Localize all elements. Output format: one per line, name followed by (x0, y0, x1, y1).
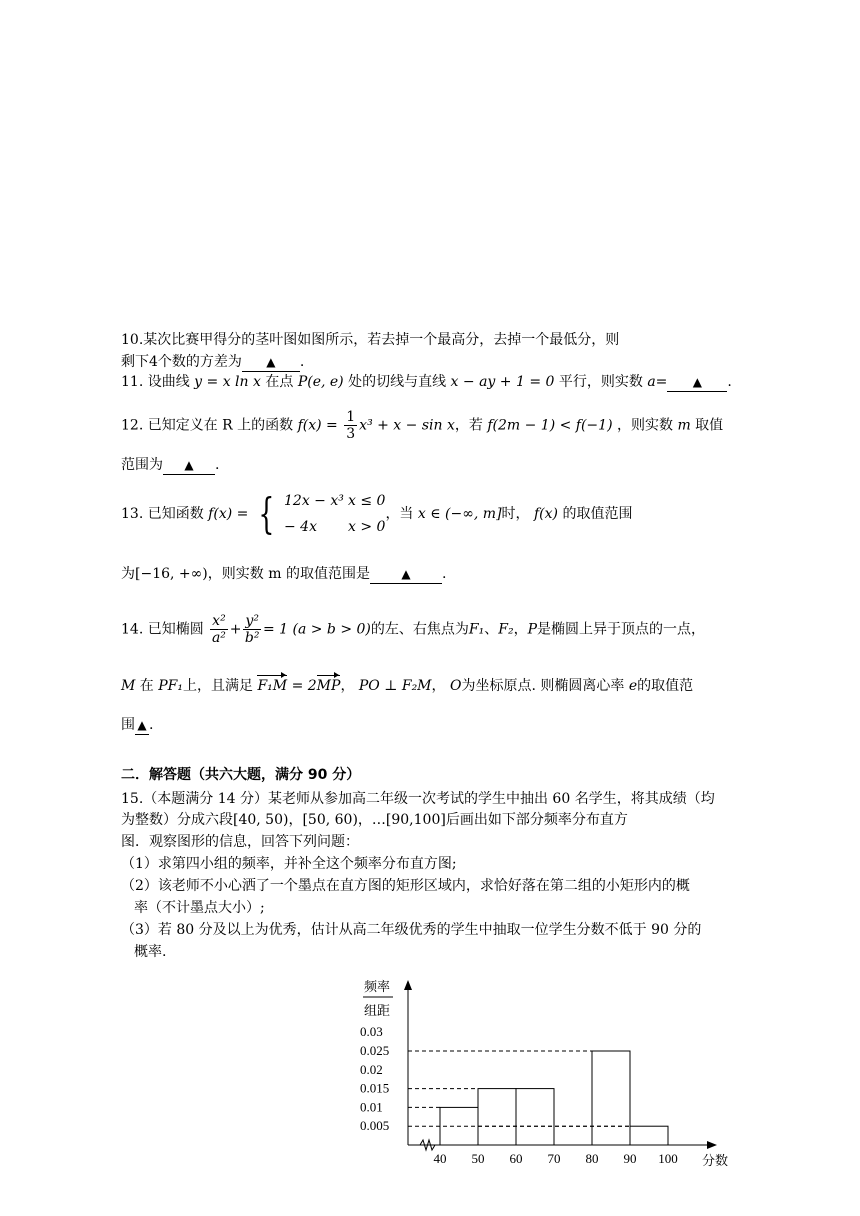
x-axis-label: 分数 (701, 1153, 729, 1168)
histogram-bar (516, 1089, 554, 1145)
q14-l2e: 为坐标原点. 则椭圆离心率 (461, 678, 625, 694)
q15-line2 (121, 811, 628, 829)
q12-fraction (344, 409, 357, 442)
q14-yfrac (243, 613, 261, 646)
q14-P: P (527, 621, 537, 638)
q11-answer-blank[interactable] (667, 373, 727, 392)
q13-cases (284, 488, 385, 540)
y-tick-label: 0.005 (360, 1118, 390, 1134)
q14-f2: F₂ (498, 621, 514, 638)
q11-mid1: 在点 (265, 374, 294, 390)
section-title: 二．解答题（共六大题，满分 90 分） (121, 767, 361, 783)
q11-eq1: y = x ln x (194, 374, 261, 390)
q14-l2f: 的取值范 (637, 678, 694, 694)
q15-l2g: 后画出如下部分频率分布直方 (445, 812, 628, 828)
q14-vec-f1m: F₁M (257, 678, 288, 694)
q13-answer-blank[interactable] (370, 565, 442, 584)
q14-var: e (628, 678, 638, 694)
q11-mid3: 平行，则实数 (558, 374, 643, 390)
q13-case1-cond: x ≤ 0 (348, 493, 386, 509)
q13-line1 (121, 488, 632, 540)
q12-tail: 取值 (695, 417, 724, 434)
q14-l3: 围 (121, 717, 135, 733)
x-tick-label: 100 (658, 1151, 678, 1166)
q15-l2a: 为整数）分成六段 (121, 812, 233, 828)
histogram-bar (630, 1126, 668, 1145)
q15-l2d: [50, 60) (302, 812, 358, 828)
q12-post: ，则实数 (616, 417, 673, 434)
x-tick-label: 90 (623, 1151, 637, 1166)
q13-range: [−16, +∞) (135, 566, 208, 582)
q13-end: . (441, 566, 447, 582)
y-tick-label: 0.02 (360, 1061, 383, 1077)
q14-M: M (121, 678, 136, 694)
triangle-icon: ▲ (184, 458, 194, 472)
q13-case1-expr: 12x − x³ (284, 493, 344, 509)
frequency-histogram (355, 975, 745, 1175)
q12-num: 1 (346, 409, 356, 425)
x-tick-label: 50 (471, 1151, 485, 1166)
q14-xnum: x² (212, 613, 226, 629)
y-label-numerator: 频率 (363, 979, 391, 994)
q14-f1: F₁ (468, 621, 485, 638)
q12-m: m (677, 417, 691, 434)
q14-l2c: ， (340, 678, 355, 694)
q14-line3 (121, 716, 153, 735)
q15-part3b: 概率. (134, 944, 167, 960)
q12-mid: ，若 (454, 417, 483, 434)
q12-line2-text: 范围为 (121, 457, 163, 473)
q15-l2b: [40, 50) (233, 812, 289, 828)
q14-end: . (149, 717, 154, 733)
q12-line2 (121, 456, 219, 475)
q12-cond: f(2m − 1) < f(−1) (487, 417, 613, 434)
q14-l2d: ， (431, 678, 446, 694)
x-tick-label: 40 (433, 1151, 447, 1166)
q15-part2a: （2）该老师不小心洒了一个墨点在直方图的矩形区域内，求恰好落在第二组的小矩形内的概 (121, 878, 690, 894)
q14-perp: PO ⊥ F₂M (358, 678, 432, 694)
q13-pre: 13. 已知函数 (121, 506, 204, 522)
q11-mid2: 处的切线与直线 (348, 374, 447, 390)
triangle-icon: ▲ (266, 355, 276, 369)
q13-f: f(x) = (208, 506, 249, 522)
q14-yden: b² (244, 630, 260, 646)
q11-line (121, 373, 732, 392)
q10-answer-blank[interactable] (242, 353, 300, 372)
q12-f: f(x) = (297, 417, 338, 434)
q13-line2-pre: 为 (121, 566, 135, 582)
q12-end: . (215, 457, 220, 473)
q14-l2b: 上，且满足 (183, 678, 253, 694)
y-tick-label: 0.015 (360, 1080, 390, 1096)
q14-tail: 是椭圆上异于顶点的一点， (536, 621, 705, 638)
q10-line2 (121, 353, 304, 372)
q11-pre: 11. 设曲线 (121, 374, 190, 390)
q14-answer-blank[interactable] (135, 716, 149, 735)
x-axis-arrow-icon (707, 1141, 717, 1149)
q12-den: 3 (346, 426, 356, 442)
q15-line1: 15.（本题满分 14 分）某老师从参加高二年级一次考试的学生中抽出 60 名学生，将其成绩（均 (121, 791, 715, 807)
q14-eq: = 1 (a > b > 0) (262, 621, 371, 638)
q15-part3a: （3）若 80 分及以上为优秀，估计从高二年级优秀的学生中抽取一位学生分数不低于 90 分的 (121, 922, 702, 938)
q12-rest: x³ + x − sin x (359, 417, 455, 434)
x-tick-label: 60 (509, 1151, 523, 1166)
q13-mid2: 时， (501, 506, 530, 522)
q15-part1: （1）求第四小组的频率，并补全这个频率分布直方图; (121, 856, 457, 872)
q10-end: . (299, 354, 305, 370)
q13-fx: f(x) (534, 506, 559, 522)
x-tick-label: 80 (585, 1151, 599, 1166)
y-label-denominator: 组距 (363, 1003, 391, 1018)
q11-var: a (647, 374, 656, 390)
q13-case2-cond: x > 0 (348, 519, 386, 535)
y-tick-label: 0.03 (360, 1024, 383, 1040)
q14-sep: 、 (484, 621, 499, 638)
q11-eq2: x − ay + 1 = 0 (450, 374, 555, 390)
q15-l2f: [90,100] (385, 812, 446, 828)
q15-line3: 图．观察图形的信息，回答下列问题： (121, 834, 359, 850)
y-axis-arrow-icon (404, 980, 412, 990)
q14-O: O (449, 678, 462, 694)
q13-mid: ，当 (385, 506, 414, 522)
q14-mid: 的左、右焦点为 (370, 621, 469, 638)
q13-interval: x ∈ (−∞, m] (417, 506, 502, 522)
q14-mid2: ， (513, 621, 528, 638)
q14-l2a: 在 (139, 678, 154, 694)
q14-xden: a² (211, 630, 226, 646)
q13-line2-mid: ，则实数 m 的取值范围是 (207, 566, 370, 582)
y-tick-label: 0.025 (360, 1043, 390, 1058)
q11-eqsign: = (655, 374, 668, 390)
q15-l2c: ， (288, 812, 303, 828)
histogram-bar (478, 1089, 516, 1145)
q11-end: . (727, 374, 732, 390)
y-tick-label: 0.01 (360, 1099, 383, 1115)
q13-line2 (121, 565, 446, 584)
q13-tail: 的取值范围 (562, 506, 633, 522)
q14-plus: + (229, 621, 242, 638)
q14-l2eq: = 2 (291, 678, 317, 694)
q14-line1 (121, 613, 705, 646)
q12-answer-blank[interactable] (163, 456, 215, 475)
triangle-icon: ▲ (401, 567, 411, 581)
q14-pf: PF₁ (158, 678, 183, 694)
histogram-bar (592, 1051, 630, 1145)
q12-pre: 12. 已知定义在 R 上的函数 (121, 417, 294, 434)
brace-icon: { (258, 489, 275, 538)
q10-line1: 10.某次比赛甲得分的茎叶图如图所示，若去掉一个最高分，去掉一个最低分，则 (121, 332, 620, 348)
q10-text: 剩下4个数的方差为 (121, 354, 242, 370)
q14-ynum: y² (245, 613, 259, 629)
q14-vec-mp: MP (316, 678, 341, 694)
q14-line2 (121, 677, 693, 695)
triangle-icon: ▲ (692, 375, 703, 389)
q13-case2-expr: − 4x (284, 519, 317, 535)
q15-part2b: 率（不计墨点大小）; (134, 900, 265, 916)
q12-line1 (121, 409, 723, 442)
q14-xfrac (210, 613, 228, 646)
q15-l2e: ，… (357, 812, 386, 828)
q11-point: P(e, e) (297, 374, 344, 390)
q14-pre: 14. 已知椭圆 (121, 621, 204, 638)
triangle-icon: ▲ (137, 718, 147, 732)
x-tick-label: 70 (547, 1151, 561, 1166)
